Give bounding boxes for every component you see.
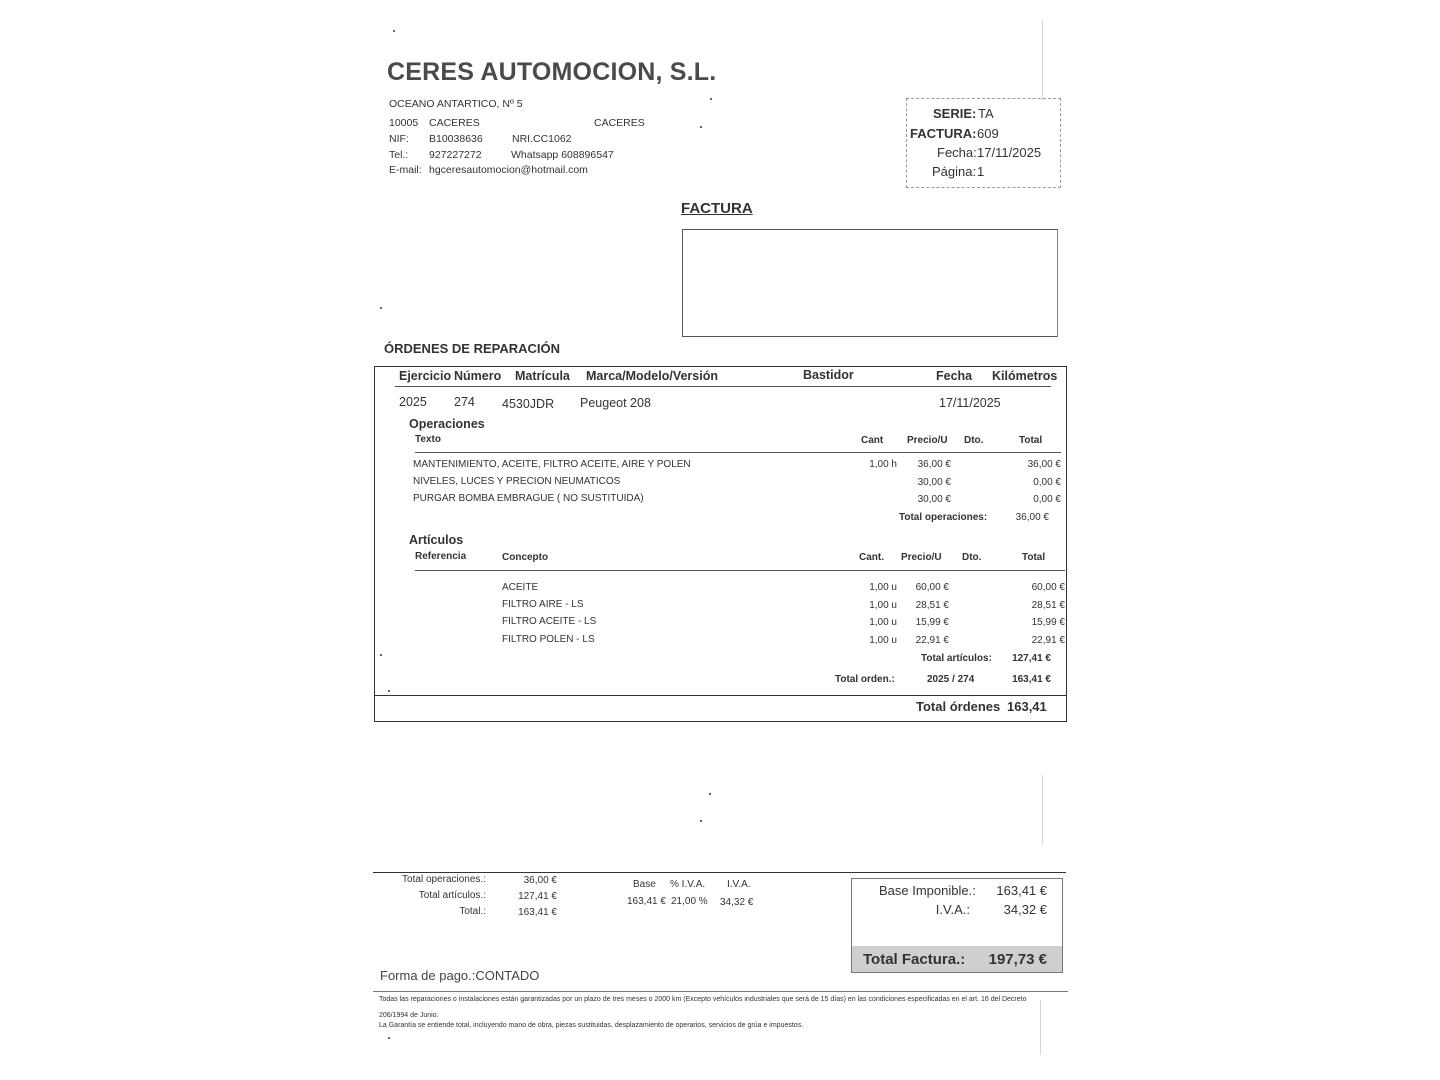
art-row-3-precio: 15,99 € bbox=[915, 617, 949, 628]
order-matricula: 4530JDR bbox=[502, 397, 555, 411]
articulos-rule bbox=[415, 570, 1065, 571]
client-address-box bbox=[682, 229, 1058, 337]
art-row-1-total: 60,00 € bbox=[1031, 582, 1065, 593]
op-col-total: Total bbox=[1019, 435, 1043, 446]
art-col-dto: Dto. bbox=[962, 552, 982, 563]
scan-speck bbox=[388, 1037, 390, 1039]
op-col-precio: Precio/U bbox=[907, 435, 948, 446]
company-city: CACERES bbox=[429, 117, 480, 129]
scan-speck bbox=[700, 126, 702, 128]
company-province: CACERES bbox=[594, 117, 645, 129]
art-row-1-precio: 60,00 € bbox=[915, 582, 949, 593]
op-row-3-total: 0,00 € bbox=[1033, 494, 1061, 505]
warranty-text-3: La Garantía se entiende total, incluyendo mano de obra, piezas sustituidas, desplazamiento de operarios, servicios de grúa e impuestos. bbox=[379, 1022, 804, 1029]
art-row-2-precio: 28,51 € bbox=[915, 600, 949, 611]
total-orden-label: Total orden.: bbox=[835, 674, 895, 685]
whatsapp-value: Whatsapp 608896547 bbox=[511, 149, 614, 161]
company-name: CERES AUTOMOCION, S.L. bbox=[387, 58, 717, 86]
col-km: Kilómetros bbox=[992, 369, 1058, 383]
tel-label: Tel.: bbox=[389, 149, 409, 161]
art-row-4-cant: 1,00 u bbox=[869, 635, 897, 646]
invoice-totals-box bbox=[851, 878, 1063, 973]
nif-value: B10038636 bbox=[429, 133, 483, 145]
total-factura-value: 197,73 € bbox=[988, 951, 1047, 968]
operaciones-rule bbox=[415, 452, 1061, 453]
warranty-text-2: 206/1994 de Junio. bbox=[379, 1012, 439, 1019]
iva-value: 34,32 € bbox=[1003, 902, 1047, 917]
art-row-3-cant: 1,00 u bbox=[869, 617, 897, 628]
col-bastidor: Bastidor bbox=[803, 368, 854, 382]
summary-total-articulos-label: Total artículos.: bbox=[418, 890, 486, 901]
summary-total-value: 163,41 € bbox=[518, 907, 557, 918]
total-operaciones-label: Total operaciones: bbox=[899, 512, 988, 523]
serie-label: SERIE: bbox=[933, 106, 977, 121]
scan-speck bbox=[710, 98, 712, 100]
vat-col-iva: I.V.A. bbox=[727, 879, 751, 890]
order-marca: Peugeot 208 bbox=[580, 396, 651, 410]
op-row-1-cant: 1,00 h bbox=[869, 459, 897, 470]
base-imponible-value: 163,41 € bbox=[996, 883, 1047, 898]
nif-label: NIF: bbox=[389, 133, 409, 145]
total-orden-value: 163,41 € bbox=[1012, 674, 1051, 685]
total-ordenes-value: 163,41 bbox=[1007, 699, 1047, 714]
art-row-1-concepto: ACEITE bbox=[502, 582, 539, 593]
payment-method: Forma de pago.:CONTADO bbox=[380, 968, 540, 983]
vat-base-value: 163,41 € bbox=[627, 896, 666, 907]
op-row-1-texto: MANTENIMIENTO, ACEITE, FILTRO ACEITE, AIRE Y POLEN bbox=[413, 459, 691, 470]
art-row-3-total: 15,99 € bbox=[1031, 617, 1065, 628]
op-col-texto: Texto bbox=[415, 434, 441, 445]
company-address: OCEANO ANTARTICO, Nº 5 bbox=[389, 98, 523, 110]
art-row-2-total: 28,51 € bbox=[1031, 600, 1065, 611]
col-matricula: Matrícula bbox=[515, 369, 570, 383]
vat-col-pct: % I.V.A. bbox=[670, 879, 706, 890]
op-row-2-precio: 30,00 € bbox=[917, 477, 951, 488]
iva-label: I.V.A.: bbox=[935, 902, 970, 917]
op-row-3-precio: 30,00 € bbox=[917, 494, 951, 505]
total-ordenes-label: Total órdenes bbox=[916, 699, 1001, 714]
total-articulos-label: Total artículos: bbox=[921, 653, 992, 664]
col-marca: Marca/Modelo/Versión bbox=[586, 369, 718, 383]
orders-total-rule bbox=[375, 695, 1066, 696]
summary-total-operaciones-value: 36,00 € bbox=[523, 875, 557, 886]
art-col-concepto: Concepto bbox=[502, 552, 549, 563]
base-imponible-label: Base Imponible.: bbox=[879, 883, 976, 898]
op-row-1-total: 36,00 € bbox=[1027, 459, 1061, 470]
email-label: E-mail: bbox=[389, 164, 422, 176]
art-row-4-concepto: FILTRO POLEN - LS bbox=[502, 634, 595, 645]
total-orden-ref: 2025 / 274 bbox=[927, 674, 975, 685]
col-ejercicio: Ejercicio bbox=[399, 369, 452, 383]
factura-number: 609 bbox=[977, 126, 999, 141]
op-row-2-total: 0,00 € bbox=[1033, 477, 1061, 488]
nri-value: NRI.CC1062 bbox=[512, 133, 572, 145]
art-row-2-cant: 1,00 u bbox=[869, 600, 897, 611]
invoice-title: FACTURA bbox=[681, 200, 753, 217]
scan-speck bbox=[700, 820, 702, 822]
orders-table bbox=[374, 366, 1067, 722]
total-articulos-value: 127,41 € bbox=[1012, 653, 1051, 664]
email-value: hgceresautomocion@hotmail.com bbox=[429, 164, 588, 176]
col-fecha: Fecha bbox=[936, 369, 973, 383]
orders-section-title: ÓRDENES DE REPARACIÓN bbox=[384, 341, 561, 356]
scan-speck bbox=[709, 793, 711, 795]
serie-value: TA bbox=[978, 106, 994, 121]
op-row-3-texto: PURGAR BOMBA EMBRAGUE ( NO SUSTITUIDA) bbox=[413, 493, 644, 504]
scan-speck bbox=[393, 30, 395, 32]
scan-edge-line bbox=[1042, 775, 1043, 845]
summary-total-label: Total.: bbox=[459, 906, 486, 917]
summary-rule bbox=[373, 872, 1066, 873]
art-row-3-concepto: FILTRO ACEITE - LS bbox=[502, 616, 597, 627]
scan-speck bbox=[380, 307, 382, 309]
op-row-1-precio: 36,00 € bbox=[917, 459, 951, 470]
op-col-cant: Cant bbox=[861, 435, 884, 446]
order-numero: 274 bbox=[454, 395, 475, 409]
art-col-total: Total bbox=[1022, 552, 1046, 563]
footer-rule bbox=[373, 991, 1068, 992]
art-row-4-total: 22,91 € bbox=[1031, 635, 1065, 646]
pagina-value: 1 bbox=[977, 164, 985, 179]
art-row-1-cant: 1,00 u bbox=[869, 582, 897, 593]
pagina-label: Página: bbox=[932, 164, 977, 179]
articulos-title: Artículos bbox=[409, 533, 464, 547]
vat-col-base: Base bbox=[633, 879, 656, 890]
col-numero: Número bbox=[454, 369, 502, 383]
order-ejercicio: 2025 bbox=[399, 395, 427, 409]
vat-iva-value: 34,32 € bbox=[720, 897, 754, 908]
art-col-referencia: Referencia bbox=[415, 551, 467, 562]
invoice-meta-box bbox=[906, 98, 1061, 188]
art-row-4-precio: 22,91 € bbox=[915, 635, 949, 646]
warranty-text-1: Todas las reparaciones o instalaciones están garantizadas por un plazo de tres meses o 2000 km (Excepto vehículos industriales que será de 15 días) en las condiciones especificadas en el art. 16 del Decreto bbox=[379, 996, 1027, 1003]
company-zip: 10005 bbox=[389, 117, 419, 129]
summary-total-articulos-value: 127,41 € bbox=[518, 891, 557, 902]
summary-total-operaciones-label: Total operaciones.: bbox=[402, 874, 486, 885]
fecha-value: 17/11/2025 bbox=[977, 145, 1042, 160]
fecha-label: Fecha: bbox=[937, 145, 977, 160]
art-row-2-concepto: FILTRO AIRE - LS bbox=[502, 599, 584, 610]
scan-edge-line bbox=[1042, 20, 1043, 100]
vat-pct-value: 21,00 % bbox=[671, 896, 708, 907]
op-col-dto: Dto. bbox=[964, 435, 984, 446]
total-factura-label: Total Factura.: bbox=[863, 951, 966, 968]
art-col-precio: Precio/U bbox=[901, 552, 942, 563]
operaciones-title: Operaciones bbox=[409, 417, 485, 431]
art-col-cant: Cant. bbox=[859, 552, 884, 563]
total-operaciones-value: 36,00 € bbox=[1015, 512, 1049, 523]
tel-value: 927227272 bbox=[429, 149, 482, 161]
order-fecha: 17/11/2025 bbox=[939, 396, 1001, 410]
factura-label: FACTURA: bbox=[910, 126, 977, 141]
op-row-2-texto: NIVELES, LUCES Y PRECION NEUMATICOS bbox=[413, 476, 621, 487]
header-rule bbox=[395, 386, 1051, 387]
